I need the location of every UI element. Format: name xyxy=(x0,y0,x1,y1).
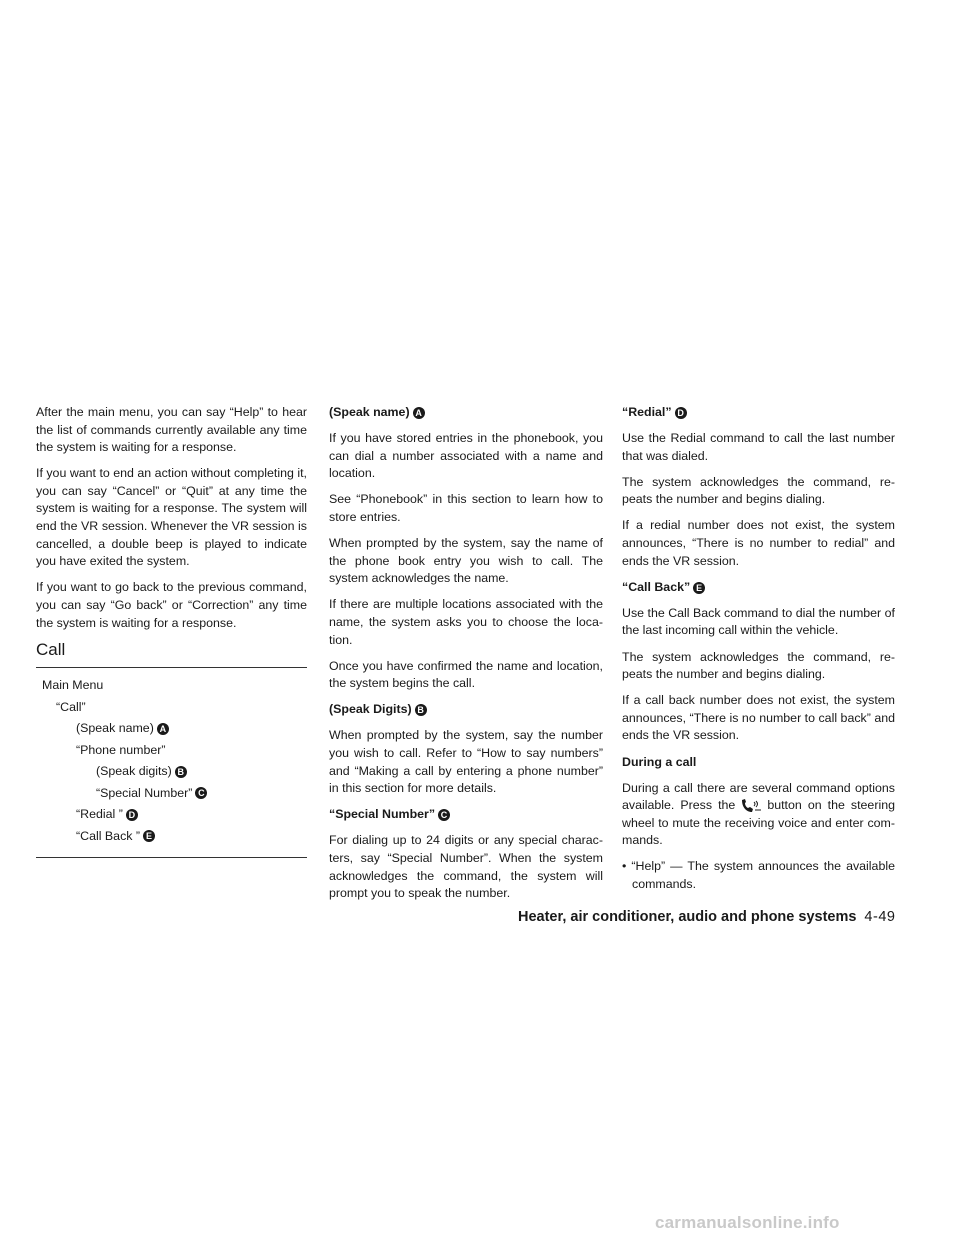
paragraph: If a redial number does not exist, the system announces, “There is no number to redial” and ends the VR session. xyxy=(622,518,895,568)
badge-b: B xyxy=(415,704,427,716)
paragraph: Once you have confirmed the name and location, the system begins the call. xyxy=(329,658,603,691)
page-footer xyxy=(518,909,895,925)
section-title-call: Call xyxy=(36,639,66,659)
badge-b: B xyxy=(175,766,187,778)
paragraph: When prompted by the system, say the number you wish to call. Refer to “How to say numbers” and “Making a call by entering a phone number” in this section for more details. xyxy=(329,728,603,796)
column-right xyxy=(622,404,895,902)
heading-redial: “Redial” D xyxy=(622,404,895,422)
badge-c: C xyxy=(438,809,450,821)
badge-d: D xyxy=(126,809,138,821)
menu-speak-name: (Speak name) A xyxy=(36,718,307,740)
call-menu-tree xyxy=(36,668,307,857)
heading-special-number: “Special Number” C xyxy=(329,806,603,824)
paragraph-press-button: During a call there are several command options available. Press the button on the steering wheel to mute the receiving voice and enter com-mands. xyxy=(622,780,895,848)
badge-a: A xyxy=(413,407,425,419)
divider-bottom xyxy=(36,857,307,858)
paragraph: Use the Call Back command to dial the number of the last incoming call within the vehicle. xyxy=(622,605,895,638)
watermark: carmanualsonline.info xyxy=(655,1213,840,1232)
heading-during-call: During a call xyxy=(622,754,697,769)
footer-section-title: Heater, air conditioner, audio and phone systems xyxy=(518,909,857,925)
heading-speak-name: (Speak name) A xyxy=(329,404,603,422)
paragraph-go-back: If you want to go back to the previous command, you can say “Go back” or “Correction” any time the system is waiting for a response. xyxy=(36,580,307,630)
phone-talk-icon xyxy=(740,798,762,814)
menu-speak-digits: (Speak digits) B xyxy=(36,761,307,783)
menu-special-number: “Special Number” C xyxy=(36,783,307,805)
menu-phone-number: “Phone number” xyxy=(76,742,166,757)
paragraph: If you have stored entries in the phonebook, you can dial a number associated with a name and location. xyxy=(329,431,603,481)
paragraph: See “Phonebook” in this section to learn how to store entries. xyxy=(329,492,603,524)
badge-e: E xyxy=(693,582,705,594)
page-number: 4-49 xyxy=(864,909,896,925)
paragraph: The system acknowledges the command, re-peats the number and begins dialing. xyxy=(622,649,895,682)
menu-call: “Call” xyxy=(56,699,86,714)
badge-e: E xyxy=(143,830,155,842)
column-middle xyxy=(329,404,603,911)
paragraph: If a call back number does not exist, the system announces, “There is no number to call back” and ends the VR session. xyxy=(622,693,895,743)
paragraph: Use the Redial command to call the last number that was dialed. xyxy=(622,431,895,463)
menu-main: Main Menu xyxy=(42,678,104,693)
menu-redial: “Redial ” D xyxy=(36,804,307,826)
menu-call-back: “Call Back ” E xyxy=(36,826,307,848)
heading-call-back: “Call Back” E xyxy=(622,579,895,597)
badge-a: A xyxy=(157,723,169,735)
badge-d: D xyxy=(675,407,687,419)
paragraph: If there are multiple locations associated with the name, the system asks you to choose the loca-tion. xyxy=(329,597,603,647)
column-left xyxy=(36,404,307,858)
badge-c: C xyxy=(195,787,207,799)
paragraph-cancel: If you want to end an action without completing it, you can say “Cancel” or “Quit” at any time the system is waiting for a response. The system will end the VR session. Whenever the VR session is cancelled, a double beep is played to indicate you have exited the system. xyxy=(36,466,307,569)
paragraph-help: After the main menu, you can say “Help” to hear the list of commands currently available any time the system is waiting for a response. xyxy=(36,405,307,455)
paragraph: When prompted by the system, say the name of the phone book entry you wish to call. The system acknowledges the name. xyxy=(329,536,603,586)
paragraph: The system acknowledges the command, re-peats the number and begins dialing. xyxy=(622,474,895,507)
heading-speak-digits: (Speak Digits) B xyxy=(329,701,603,719)
paragraph: For dialing up to 24 digits or any special charac-ters, say “Special Number”. When the system acknowledges the command, the system will prompt you to speak the number. xyxy=(329,833,603,901)
bullet-help: • “Help” — The system announces the available commands. xyxy=(622,859,895,892)
